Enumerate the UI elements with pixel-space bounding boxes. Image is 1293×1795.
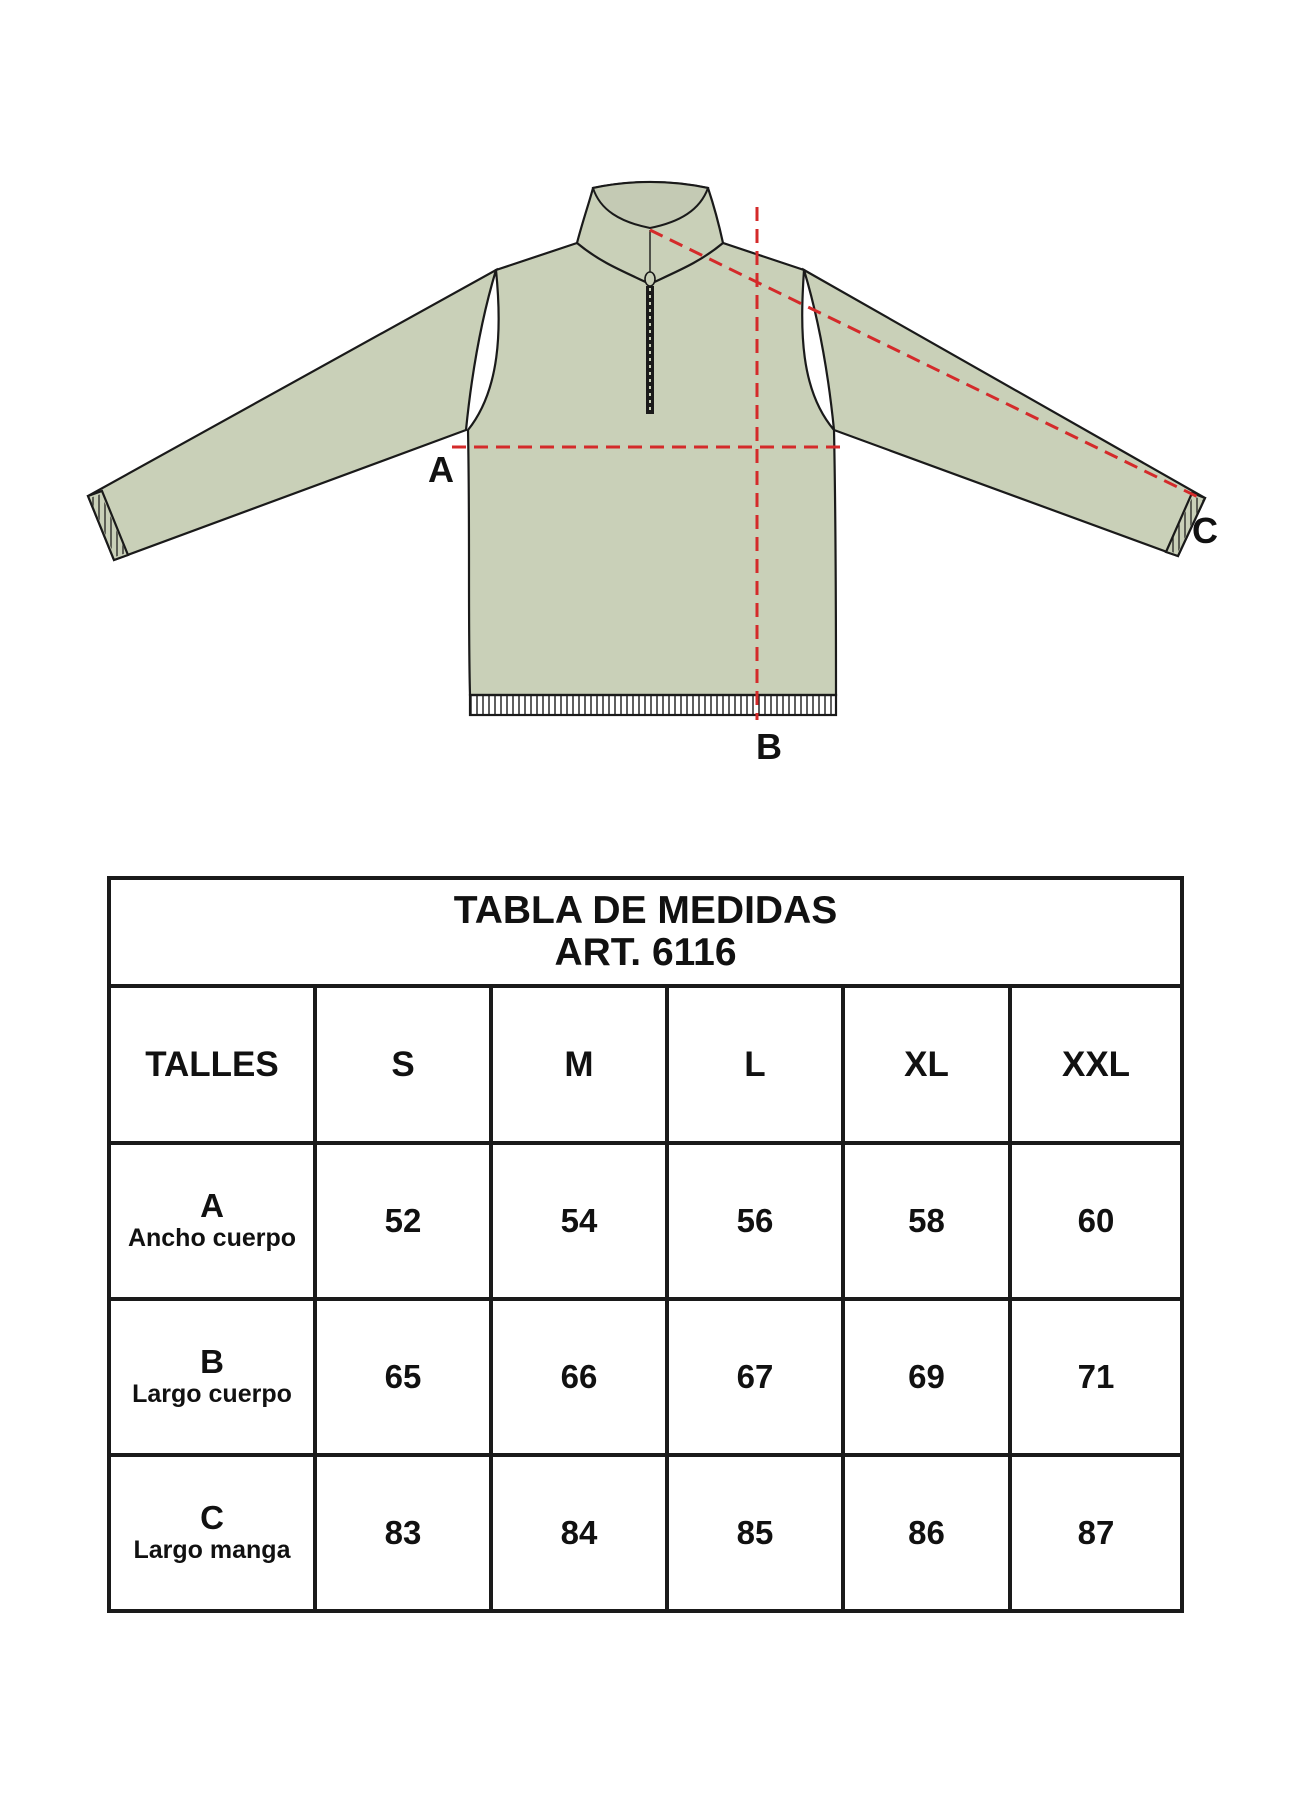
header-size: M — [491, 986, 667, 1143]
size-table — [107, 876, 1184, 1613]
right-sleeve — [804, 270, 1205, 556]
header-talles: TALLES — [109, 986, 315, 1143]
table-cell: 85 — [667, 1455, 843, 1611]
table-cell: 71 — [1010, 1299, 1182, 1455]
table-row-b — [109, 1299, 1182, 1455]
header-size: S — [315, 986, 491, 1143]
table-cell: 60 — [1010, 1143, 1182, 1299]
row-description: Largo manga — [133, 1536, 291, 1565]
table-cell: 52 — [315, 1143, 491, 1299]
table-cell: 65 — [315, 1299, 491, 1455]
table-title-line1: TABLA DE MEDIDAS — [453, 888, 838, 932]
label-b: B — [756, 726, 782, 767]
table-cell: 84 — [491, 1455, 667, 1611]
table-cell: 58 — [843, 1143, 1010, 1299]
table-row-c — [109, 1455, 1182, 1611]
row-letter: C — [200, 1498, 224, 1536]
row-label — [109, 1455, 315, 1611]
table-title — [109, 878, 1182, 986]
sweater-diagram — [0, 0, 1293, 820]
waist-band — [470, 695, 836, 715]
left-sleeve — [88, 270, 496, 560]
row-label — [109, 1143, 315, 1299]
table-title-line2: ART. 6116 — [554, 931, 737, 974]
table-cell: 83 — [315, 1455, 491, 1611]
table-header-row — [109, 986, 1182, 1143]
label-a: A — [428, 449, 454, 490]
header-size: L — [667, 986, 843, 1143]
table-title-row — [109, 878, 1182, 986]
zipper-pull — [645, 272, 655, 286]
row-letter: B — [200, 1342, 224, 1380]
table-cell: 67 — [667, 1299, 843, 1455]
table-cell: 87 — [1010, 1455, 1182, 1611]
table-row-a — [109, 1143, 1182, 1299]
table-cell: 56 — [667, 1143, 843, 1299]
table-cell: 66 — [491, 1299, 667, 1455]
row-description: Largo cuerpo — [132, 1380, 292, 1409]
label-c: C — [1192, 510, 1218, 551]
header-size: XXL — [1010, 986, 1182, 1143]
row-description: Ancho cuerpo — [127, 1224, 297, 1253]
row-letter: A — [200, 1186, 224, 1224]
row-label — [109, 1299, 315, 1455]
table-cell: 54 — [491, 1143, 667, 1299]
table-cell: 86 — [843, 1455, 1010, 1611]
header-size: XL — [843, 986, 1010, 1143]
table-cell: 69 — [843, 1299, 1010, 1455]
